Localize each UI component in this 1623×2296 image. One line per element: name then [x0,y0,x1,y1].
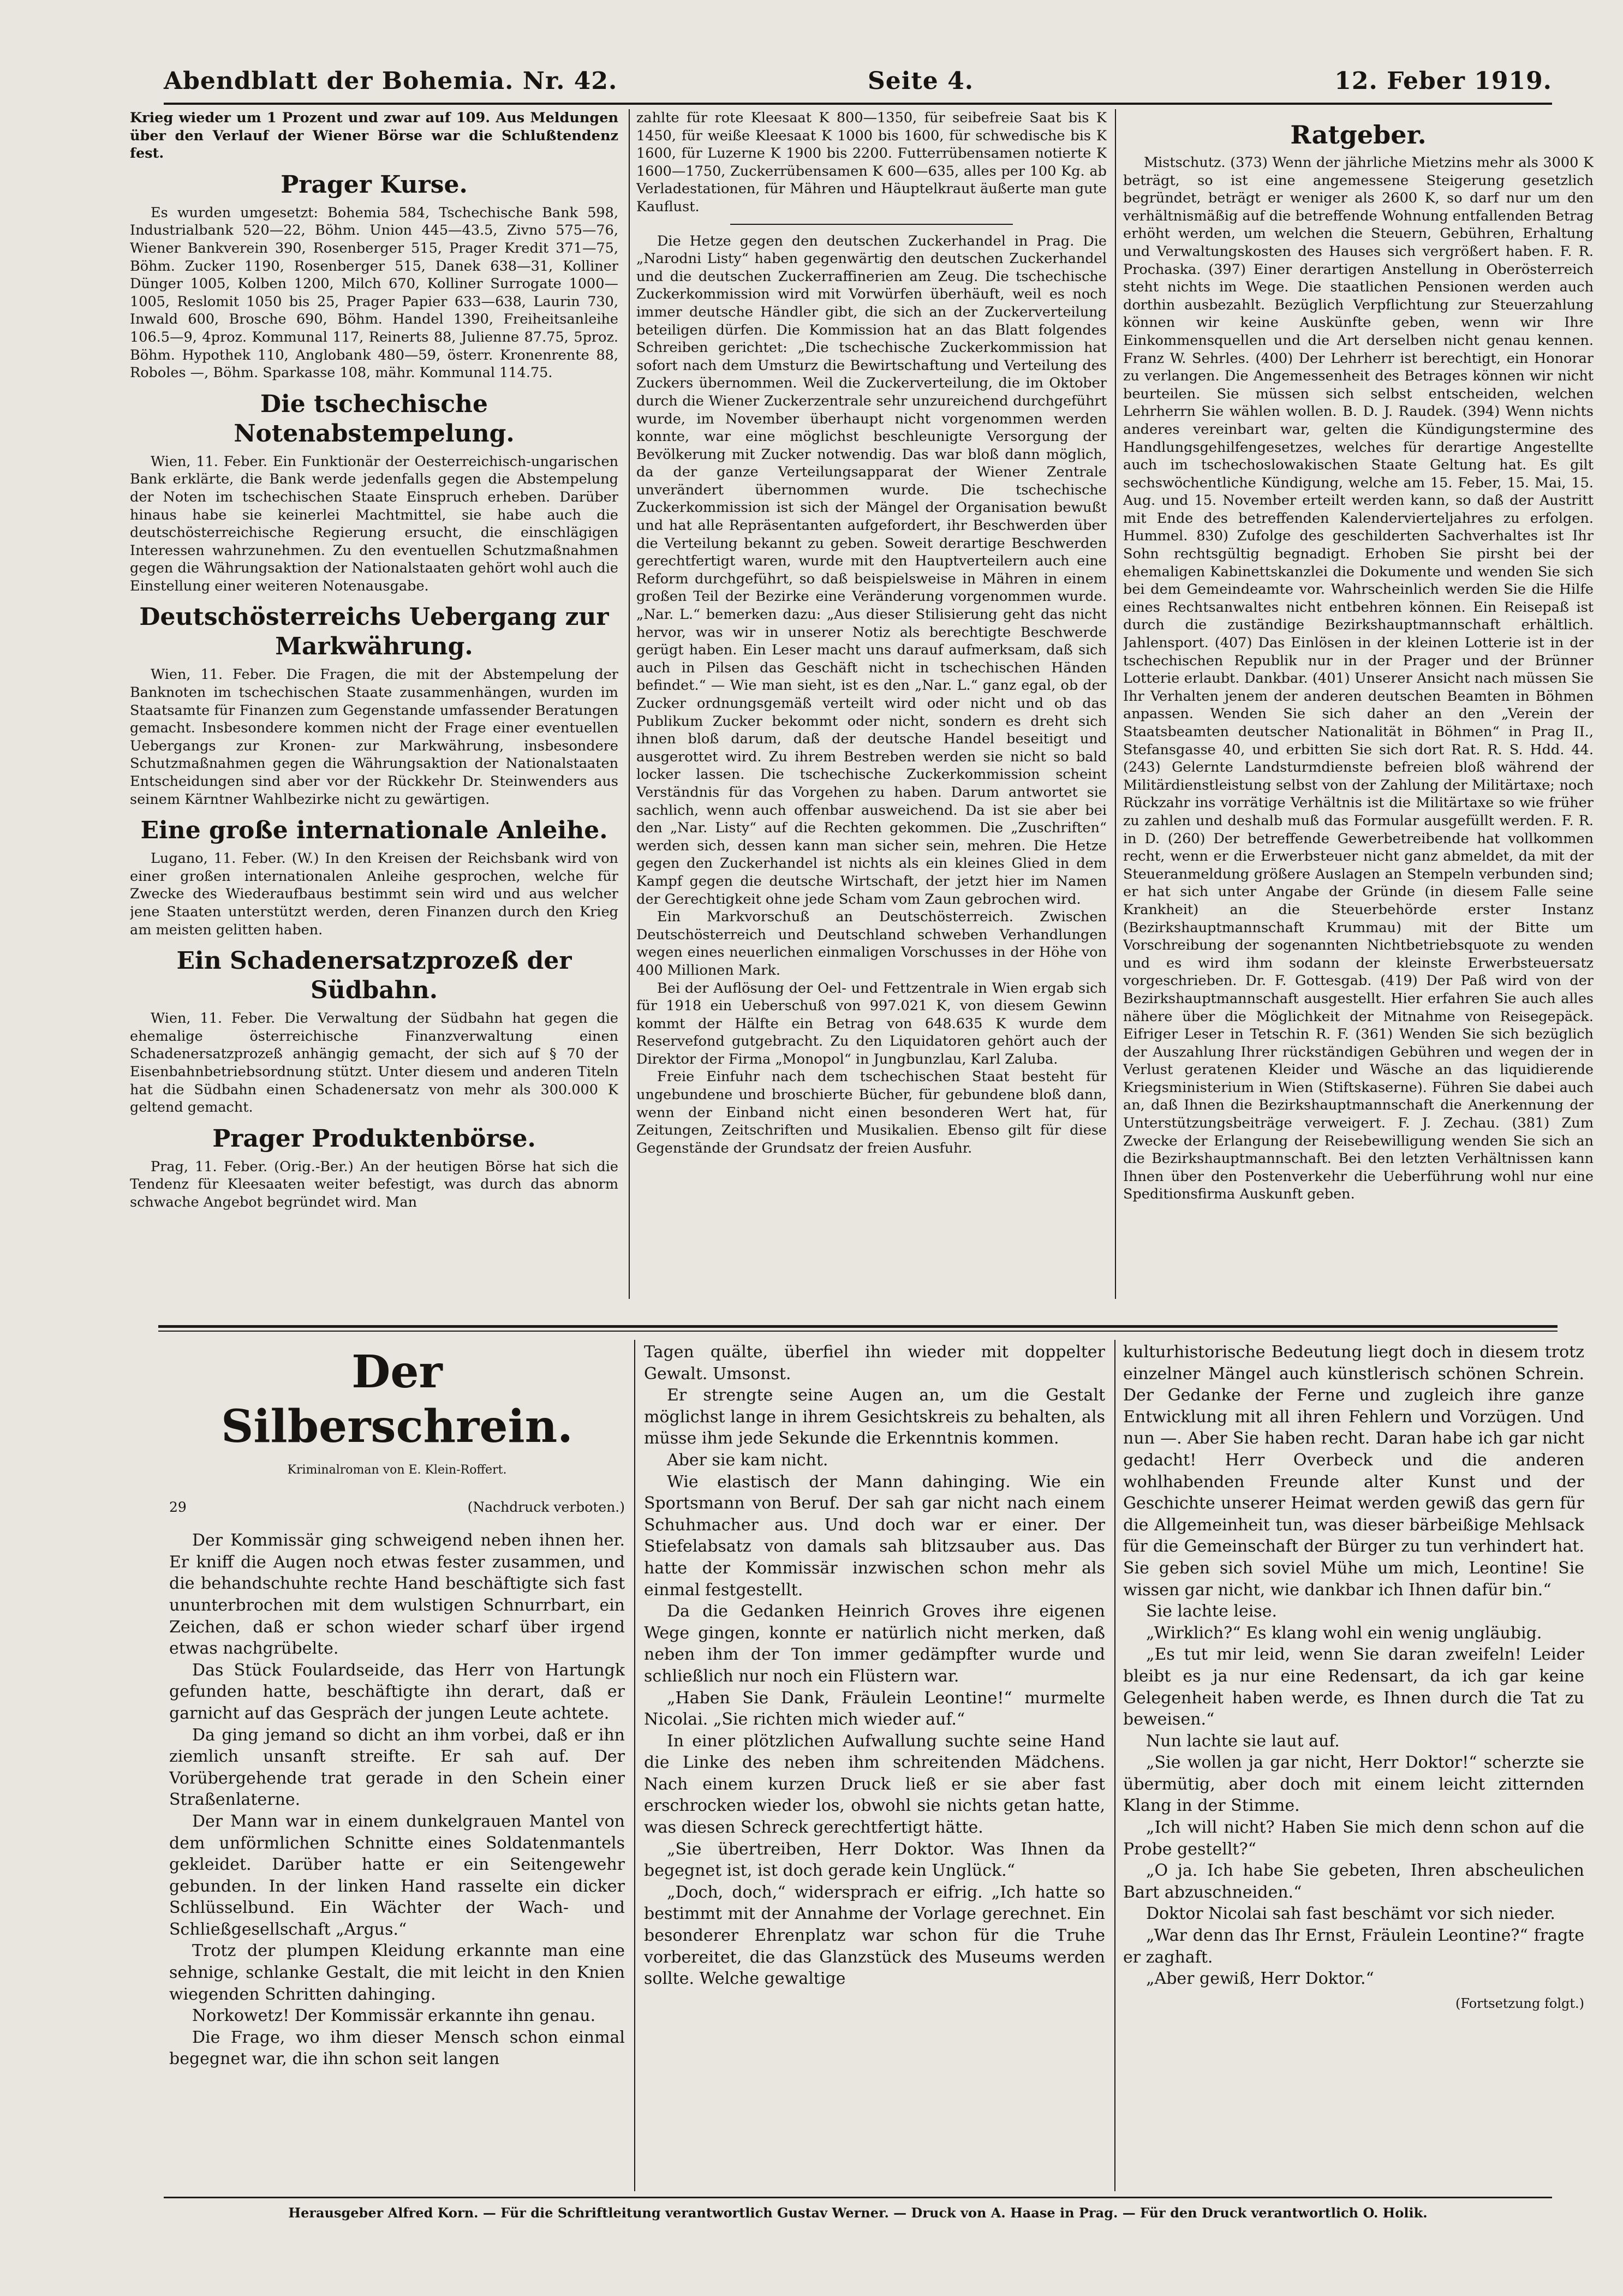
article-suedbahn: Wien, 11. Feber. Die Verwaltung der Südbahn hat gegen die ehemalige österreichische Finanzverwaltung einen Schadenersatzprozeß anhängig gemacht, der sich auf § 70 der Eisenbahnbetriebsordnung stützt. Unter diesem und anderen Titeln hat die Südbahn einen Schadenersatz von mehr als 300.000 K geltend gemacht. [130,1010,618,1116]
feuilleton-paragraph: kulturhistorische Bedeutung liegt doch in diesem trotz einzelner Mängel auch künstlerisch schönen Schrein. Der Gedanke der Ferne und zugleich ihre ganze Entwicklung mit all ihren Fehlern und Vorzügen. Und nun —. Aber Sie haben recht. Daran habe ich gar nicht gedacht! Herr Overbeck und die anderen wohlhabenden Freunde alter Kunst und der Geschichte unserer Heimat werden gewiß das gern für die Allgemeinheit tun, was dieser bärbeißige Mehlsack für die Gemeinschaft der Bürger zu tun verhindert hat. Sie geben sich soviel Mühe um mich, Leontine! Sie wissen gar nicht, wie dankbar ich Ihnen dafür bin.“ [1123,1343,1584,1600]
article-markwaehrung: Wien, 11. Feber. Die Fragen, die mit der Abstempelung der Banknoten im tschechischen Staate zusammenhängen, wurden im Staatsamte für Finanzen zum Gegenstande umfassender Beratungen gemacht. Insbesondere kommen nicht der Frage einer eventuellen Uebergangs zur Kronen- zur Markwährung, insbesondere Schutzmaßnahmen gegen die Währungsaktion der Nationalstaaten Entscheidungen sind aber vor der Rückkehr Dr. Steinwenders aus seinem Kärntner Wahlbezirke nicht zu gewärtigen. [130,666,618,808]
stock-exchange-intro: Krieg wieder um 1 Prozent und zwar auf 109. Aus Meldungen über den Verlauf der Wiener Börse war die Schlußtendenz fest. [130,110,618,162]
header-date: 12. Feber 1919. [1334,67,1552,95]
feuilleton-paragraph: Das Stück Foulardseide, das Herr von Hartungk gefunden hatte, beschäftigte ihn derart, daß er garnicht auf das Gespräch der jungen Leute achtete. [169,1660,625,1723]
feuilleton-paragraph: Da ging jemand so dicht an ihm vorbei, daß er ihn ziemlich unsanft streifte. Er sah auf. Der Vorübergehende trat gerade in den Schein einer Straßenlaterne. [169,1725,625,1810]
feuilleton-paragraph: Norkowetz! Der Kommissär erkannte ihn genau. [192,2006,596,2026]
feuilleton-rule-bottom [158,1331,1558,1332]
heading-suedbahn: Ein Schadenersatzprozeß der Südbahn. [176,947,572,1005]
feuilleton-column-3 [1123,1341,1584,2193]
column-rule-2 [1115,109,1116,1299]
feuilleton-paragraph: „O ja. Ich habe Sie gebeten, Ihren abscheulichen Bart abzuschneiden.“ [1123,1861,1584,1902]
feuilleton-paragraph: In einer plötzlichen Aufwallung suchte seine Hand die Linke des neben ihm schreitenden Mädchens. Nach einem kurzen Druck ließ er sie aber fast erschrocken wieder los, obwohl sie nichts getan hatte, was diesen Schreck gerechtfertigt hätte. [644,1731,1105,1838]
feuilleton-title: Der Silberschrein. [221,1346,573,1453]
feuilleton-paragraph: „Aber gewiß, Herr Doktor.“ [1146,1969,1374,1989]
feuilleton-column-rule-2 [1114,1340,1115,2191]
column-ratgeber [1123,109,1594,1299]
feuilleton-paragraph: Wie elastisch der Mann dahinging. Wie ein Sportsmann von Beruf. Der sah gar nicht nach einem Schuhmacher aus. Und doch war er einer. Der Stiefelabsatz von damals sah blitzsauber aus. Das hatte der Kommissär inzwischen schon mehr als einmal festgestellt. [644,1472,1105,1600]
feuilleton-paragraph: Trotz der plumpen Kleidung erkannte man eine sehnige, schlanke Gestalt, die mit leicht in den Knien wiegenden Schritten dahinging. [169,1941,625,2004]
article-notenabstempelung: Wien, 11. Feber. Ein Funktionär der Oesterreichisch-ungarischen Bank erklärte, die Bank werde jedenfalls gegen die Abstempelung der Noten im tschechischen Staate Einspruch erheben. Darüber hinaus habe sie keinerlei Machtmittel, sie habe auch die deutschösterreichische Regierung ersucht, die einschlägigen Interessen wahrzunehmen. Zu den eventuellen Schutzmaßnahmen gegen die Währungsaktion der Nationalstaaten gehört wohl auch die Einstellung einer weiteren Notenausgabe. [130,453,618,594]
article-oelzentrale: Bei der Auflösung der Oel- und Fettzentrale in Wien ergab sich für 1918 ein Ueberschuß von 997.021 K, von diesem Gewinn kommt der Hälfte ein Betrag von 648.635 K wurde dem Reservefond gutgebracht. Zu den Liquidatoren gehört auch der Direktor der Firma „Monopol“ in Jungbunzlau, Karl Zaluba. [636,980,1107,1068]
feuilleton-paragraph: „War denn das Ihr Ernst, Fräulein Leontine?“ fragte er zaghaft. [1123,1926,1584,1967]
reprint-notice: (Nachdruck verboten.) [467,1499,625,1515]
header-page-number: Seite 4. [868,67,974,95]
feuilleton-paragraph: Tagen quälte, überfiel ihn wieder mit doppelter Gewalt. Umsonst. [644,1343,1105,1383]
heading-produktenboerse: Prager Produktenbörse. [212,1124,536,1153]
heading-notenabstempelung: Die tschechische Notenabstempelung. [234,390,515,448]
column-finance [130,109,618,1299]
feuilleton-paragraph: Nun lachte sie laut auf. [1146,1731,1340,1751]
feuilleton-paragraph: „Sie wollen ja gar nicht, Herr Doktor!“ scherzte sie übermütig, aber doch mit einem leicht zitternden Klang in der Stimme. [1123,1753,1584,1816]
feuilleton-paragraph: Der Kommissär ging schweigend neben ihnen her. Er kniff die Augen noch etwas fester zusammen, und die behandschuhte rechte Hand beschäftigte sich fast ununterbrochen mit dem wulstigen Schnurrbart, ein Zeichen, daß er schon wieder scharf über irgend etwas nachgrübelte. [169,1531,625,1659]
feuilleton-paragraph: Die Frage, wo ihm dieser Mensch schon einmal begegnet war, die ihn schon seit langen [169,2027,625,2069]
article-prager-kurse: Es wurden umgesetzt: Bohemia 584, Tschechische Bank 598, Industrialbank 520—22, Böhm. Union 445—43.5, Zivno 575—76, Wiener Bankverein 390, Rosenberger 515, Prager Kredit 371—75, Böhm. Zucker 1190, Rosenberger 515, Danek 638—31, Kolliner Dünger 1005, Kolben 1200, Milch 670, Kolliner Surrogate 1000—1005, Reslomit 1050 bis 25, Prager Papier 633—638, Laurin 730, Inwald 600, Brosche 690, Böhm. Handel 1390, Freiheitsanleihe 106.5—9, 4proz. Kommunal 117, Reinerts 88, Julienne 87.75, 5proz. Böhm. Hypothek 110, Anglobank 480—59, österr. Kronenrente 88, Roboles —, Böhm. Sparkasse 108, mähr. Kommunal 114.75. [130,204,618,381]
feuilleton-paragraph: Da die Gedanken Heinrich Groves ihre eigenen Wege gingen, konnte er natürlich nicht merken, daß neben ihm der Ton immer gedämpfter wurde und schließlich nur noch ein Flüstern war. [644,1602,1105,1686]
feuilleton-paragraph: Der Mann war in einem dunkelgrauen Mantel von dem unförmlichen Schnitte eines Soldatenmantels gekleidet. Darüber hatte er ein Seitengewehr gebunden. In der linken Hand rasselte ein dicker Schlüsselbund. Ein Wächter der Wach- und Schließgesellschaft „Argus.“ [169,1811,625,1939]
feuilleton-paragraph: Sie lachte leise. [1146,1602,1278,1621]
heading-prager-kurse: Prager Kurse. [281,170,468,199]
feuilleton-paragraph: Er strengte seine Augen an, um die Gestalt möglichst lange in ihrem Gesichtskreis zu behalten, als müsse ihm jede Sekunde die Erkenntnis kommen. [644,1386,1105,1448]
heading-ratgeber: Ratgeber. [1290,120,1427,150]
feuilleton-column-2 [644,1341,1105,2193]
article-produktenboerse: Prag, 11. Feber. (Orig.-Ber.) An der heutigen Börse hat sich die Tendenz für Kleesaaten weiter befestigt, was durch das abnorm schwache Angebot begründet wird. Man [130,1158,618,1210]
section-rule [730,224,1012,225]
feuilleton-paragraph: „Doch, doch,“ widersprach er eifrig. „Ich hatte so bestimmt mit der Annahme der Vorlage gerechnet. Ein besonderer Ehrenplatz war schon für die Truhe vorbereitet, die das Glanzstück des Museums werden sollte. Welche gewaltige [644,1882,1105,1989]
feuilleton-paragraph: Doktor Nicolai sah fast beschämt vor sich nieder. [1146,1904,1555,1924]
feuilleton-paragraph: „Es tut mir leid, wenn Sie daran zweifeln! Leider bleibt es ja nur eine Redensart, da ich gar keine Gelegenheit haben werde, es Ihnen durch die Tat zu beweisen.“ [1123,1645,1584,1730]
article-kleesaat: zahlte für rote Kleesaat K 800—1350, für seibefreie Saat bis K 1450, für weiße Kleesaat K 1000 bis 1600, für schwedische bis K 1600, für Luzerne K 1900 bis 2200. Futterrübensamen notierte K 1600—1750, Zuckerrübensamen K 600—635, alles per 100 Kg. ab Verladestationen, für Mähren und Häuptelkraut äußerte man gute Kauflust. [636,110,1107,215]
feuilleton-paragraph: „Wirklich?“ Es klang wohl ein wenig ungläubig. [1146,1623,1542,1643]
article-ratgeber: Mistschutz. (373) Wenn der jährliche Mietzins mehr als 3000 K beträgt, so ist eine angemessene Steigerung gesetzlich begründet, beträgt er weniger als 2600 K, so darf nur um den verhältnismäßig auf die betreffende Wohnung entfallenden Betrag erhöht werden, um welchen die Steuern, Gebühren, Erhaltung und Verwaltungskosten des Hauses sich vergrößert haben. F. R. Prochaska. (397) Einer derartigen Anstellung in Oberösterreich steht nichts im Wege. Die staatlichen Pensionen werden auch dorthin ausbezahlt. Bezüglich Verpflichtung zur Steuerzahlung können wir keine Auskünfte geben, wenn wir Ihre Einkommensquellen und die Art derselben nicht genau kennen. Franz W. Sehrles. (400) Der Lehrherr ist berechtigt, ein Honorar zu verlangen. Die Angemessenheit des Betrages können wir nicht beurteilen. Sie müssen sich selbst entscheiden, welchen Lehrherrn Sie wählen wollen. B. D. J. Raudek. (394) Wenn nichts anderes vereinbart war, gelten die Kündigungstermine des Handlungsgehilfengesetzes, welches für derartige Angestellte auch im tschechoslowakischen Staate Geltung hat. Es gilt sechswöchentliche Kündigung, welche am 15. Feber, 15. Mai, 15. Aug. und 15. November erteilt werden kann, so daß der Austritt mit Ende des betreffenden Kalendervierteljahres zu erfolgen. Hummel. 830) Zufolge des geschilderten Sachverhaltes ist Ihr Sohn rechtsgültig begnadigt. Erhoben Sie pirsht bei der ehemaligen Kabinettskanzlei die Dokumente und wenden Sie sich bei dem Gemeindeamte vor. Wahrscheinlich werden Sie die Hilfe eines Rechtsanwaltes nicht entbehren können. Ein Reisepaß ist durch die zuständige Bezirkshauptmannschaft erhältlich. Jahlensport. (407) Das Einlösen in der kleinen Lotterie ist in der tschechischen Republik nur in der Prager und der Brünner Lotterie erlaubt. Dankbar. (401) Unserer Ansicht nach müssen Sie Ihr Verhalten jenem der anderen deutschen Beamten in Böhmen anpassen. Wenden Sie sich daher an den „Verein der Staatsbeamten deutscher Nationalität in Böhmen“ in Prag II., Stefansgasse 40, und erbitten Sie sich dort Rat. R. S. Hdd. 44. (243) Gelernte Landsturmdienste befreien bloß während der Militärdienstleistung selbst von der Zahlung der Militärtaxe; noch Rückzahr ins vorrätige Verhältnis ist die Militärtaxe so wie früher zu zahlen und deshalb muß das Formular ausgefüllt werden. F. R. in D. (260) Der betreffende Gewerbetreibende hat vollkommen recht, wenn er die Erwerbsteuer nicht ganz abmeldet, da mit der Steueranmeldung größere Auslagen an Stempeln verbunden sind; er hat sich unter Angabe der Gründe (in diesem Falle seine Krankheit) an die Steuerbehörde erster Instanz (Bezirkshauptmannschaft Krummau) mit der Bitte um Vorschreibung der sogenannten Nichtbetriebsquote zu wenden und es wird ihm sodann der kleinste Erwerbsteuersatz vorgeschrieben. Dr. F. Gottesgab. (419) Der Paß wird von der Bezirkshauptmannschaft ausgestellt. Hier erfahren Sie auch alles nähere über die Möglichkeit der Mitnahme von Reisegepäck. Eifriger Leser in Tetschin R. F. (361) Wenden Sie sich bezüglich der Auszahlung Ihrer rückständigen Gebühren und wegen der in Verlust geratenen Kleider und Wäsche an das liquidierende Kriegsministerium in Wien (Stiftskaserne). Führen Sie dabei auch an, daß Ihnen die Bezirkshauptmannschaft die Anerkennung der Unterstützungsbeiträge verweigert. F. J. Zechau. (381) Zum Zwecke der Erlangung der Reisebewilligung wenden Sie sich an die Bezirkshauptmannschaft. Bei den letzten Verhältnissen kann Ihnen über den Postenverkehr die Ueberführung wohl nur eine Speditionsfirma Auskunft geben. [1123,154,1594,1203]
feuilleton-paragraph: „Ich will nicht? Haben Sie mich denn schon auf die Probe gestellt?“ [1123,1818,1584,1859]
header-edition: Abendblatt der Bohemia. Nr. 42. [164,67,618,95]
article-anleihe: Lugano, 11. Feber. (W.) In den Kreisen der Reichsbank wird von einer großen internationalen Anleihe gesprochen, welche für Zwecke des Wiederaufbaus bestimmt sein wird und aus welcher jene Staaten unterstützt werden, deren Finanzen durch den Krieg am meisten gelitten haben. [130,850,618,938]
header-rule [164,103,1552,105]
heading-anleihe: Eine große internationale Anleihe. [140,816,608,845]
article-markvorschuss: Ein Markvorschuß an Deutschösterreich. Zwischen Deutschösterreich und Deutschland schweben Verhandlungen wegen eines neuerlichen einmaligen Vorschusses in der Höhe von 400 Millionen Mark. [636,909,1107,979]
feuilleton-paragraph: „Sie übertreiben, Herr Doktor. Was Ihnen da begegnet ist, ist doch gerade kein Unglück.“ [644,1839,1105,1881]
imprint-footer: Herausgeber Alfred Korn. — Für die Schriftleitung verantwortlich Gustav Werner. — Druck von A. Haase in Prag. — Für den Druck verantwortlich O. Holik. [288,2205,1428,2221]
continuation-note: (Fortsetzung folgt.) [1455,1995,1584,2011]
feuilleton-rule-top [158,1325,1558,1328]
heading-markwaehrung: Deutschösterreichs Uebergang zur Markwährung. [139,603,609,661]
page-header [164,63,1552,101]
article-zuckerhandel: Die Hetze gegen den deutschen Zuckerhandel in Prag. Die „Narodni Listy“ haben gegenwärtig den deutschen Zuckerhandel und die deutschen Zuckerraffinerien am Zeug. Die tschechische Zuckerkommission wird mit Vorwürfen überhäuft, weil es noch immer deutsche Händler gibt, die sich an der Zuckerverteilung beteiligen dürfen. Die Kommission hat an das Blatt folgendes Schreiben gerichtet: „Die tschechische Zuckerkommission hat sofort nach dem Umsturz die Bewirtschaftung und Verteilung des Zuckers übernommen. Weil die Zuckerverteilung, die im Oktober durch die Wiener Zuckerzentrale sehr unzureichend durchgeführt wurde, im November überhaupt nicht vorgenommen werden konnte, war eine möglichst beschleunigte Versorgung der Bevölkerung mit Zucker notwendig. Das war bloß dann möglich, da der ganze Verteilungsapparat der Wiener Zentrale unverändert übernommen wurde. Die tschechische Zuckerkommission ist sich der Mängel der Organisation bewußt und hat alle Repräsentanten aufgefordert, ihr Beschwerden über die Verteilung bekannt zu geben. Soweit derartige Beschwerden gerechtfertigt waren, wurde mit den Hauptverteilern auch eine Reform durchgeführt, so daß beispielsweise in Mähren in einem großen Teil der Bezirke eine Veränderung vorgenommen wurde. „Nar. L.“ bemerken dazu: „Aus dieser Stilisierung geht das nicht hervor, was wir in unserer Notiz als berechtigte Beschwerde gerügt haben. Ein Leser macht uns darauf aufmerksam, daß sich auch in Pilsen das Geschäft nicht in tschechischen Händen befindet.“ — Wie man sieht, ist es den „Nar. L.“ ganz egal, ob der Zucker ordnungsgemäß verteilt wird oder nicht und ob das Publikum Zucker bekommt oder nicht, sondern es dreht sich ihnen bloß darum, daß der deutsche Handel beseitigt und ausgerottet wird. Zu ihrem Bestreben werden sie nicht so bald locker lassen. Die tschechische Zuckerkommission scheint Verständnis für das Vorgehen zu haben. Darum antwortet sie sachlich, wenn auch offenbar ausweichend. Da ist sie aber bei den „Nar. Listy“ auf die Rechten gekommen. Die „Zuschriften“ werden sich, dessen kann man sicher sein, mehren. Die Hetze gegen den Zuckerhandel ist nichts als ein kleines Glied in dem Kampf gegen die deutsche Wirtschaft, der jetzt hier im Namen der Gerechtigkeit ohne jede Scham vom Zaun gebrochen wird. [636,232,1107,908]
column-rule-1 [629,109,630,1299]
feuilleton-column-rule-1 [634,1340,635,2191]
feuilleton-byline: Kriminalroman von E. Klein-Roffert. [287,1463,507,1477]
chapter-number: 29 [169,1499,187,1515]
feuilleton-paragraph: Aber sie kam nicht. [667,1450,828,1470]
footer-rule [164,2197,1552,2198]
feuilleton-column-1 [169,1341,625,2193]
feuilleton-paragraph: „Haben Sie Dank, Fräulein Leontine!“ murmelte Nicolai. „Sie richten mich wieder auf.“ [644,1688,1105,1730]
column-economy [636,109,1107,1299]
article-buecher-einfuhr: Freie Einfuhr nach dem tschechischen Staat besteht für ungebundene und broschierte Bücher, für gebundene bloß dann, wenn der Einband nicht einen besonderen Wert hat, für Zeitungen, Zeitschriften und Musikalien. Ebenso gilt für diese Gegenstände der Grundsatz der freien Ausfuhr. [636,1069,1107,1156]
